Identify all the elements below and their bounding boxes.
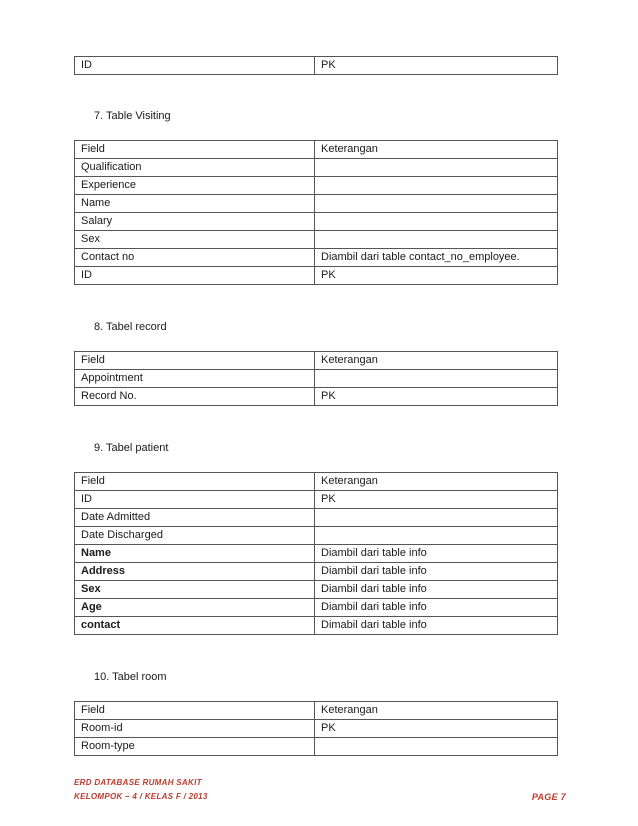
keterangan-cell: Diambil dari table info bbox=[315, 581, 558, 599]
field-cell: ID bbox=[75, 57, 315, 75]
table-row bbox=[75, 738, 558, 756]
keterangan-cell bbox=[315, 159, 558, 177]
section-heading-visiting: 7. Table Visiting bbox=[94, 110, 171, 122]
table-row bbox=[75, 720, 558, 738]
keterangan-cell bbox=[315, 195, 558, 213]
field-cell: Experience bbox=[75, 177, 315, 195]
table-header-row bbox=[75, 702, 558, 720]
table-row bbox=[75, 231, 558, 249]
table-row bbox=[75, 527, 558, 545]
field-cell: Room-type bbox=[75, 738, 315, 756]
table-row bbox=[75, 509, 558, 527]
header-field: Field bbox=[75, 141, 315, 159]
table-row bbox=[75, 267, 558, 285]
keterangan-cell: PK bbox=[315, 388, 558, 406]
keterangan-cell: PK bbox=[315, 57, 558, 75]
field-cell: Salary bbox=[75, 213, 315, 231]
table-record bbox=[74, 351, 558, 406]
keterangan-cell: Diambil dari table info bbox=[315, 563, 558, 581]
field-cell: Sex bbox=[75, 581, 315, 599]
keterangan-cell: PK bbox=[315, 267, 558, 285]
header-keterangan: Keterangan bbox=[315, 702, 558, 720]
keterangan-cell bbox=[315, 213, 558, 231]
field-cell: Qualification bbox=[75, 159, 315, 177]
table-row bbox=[75, 581, 558, 599]
field-cell: Age bbox=[75, 599, 315, 617]
table-row bbox=[75, 599, 558, 617]
keterangan-cell: PK bbox=[315, 720, 558, 738]
section-heading-record: 8. Tabel record bbox=[94, 321, 167, 333]
keterangan-cell bbox=[315, 231, 558, 249]
table-room bbox=[74, 701, 558, 756]
header-keterangan: Keterangan bbox=[315, 141, 558, 159]
table-header-row bbox=[75, 473, 558, 491]
table-row bbox=[75, 195, 558, 213]
keterangan-cell bbox=[315, 370, 558, 388]
keterangan-cell bbox=[315, 738, 558, 756]
table-row bbox=[75, 177, 558, 195]
field-cell: ID bbox=[75, 491, 315, 509]
footer-title: ERD DATABASE RUMAH SAKIT bbox=[74, 778, 202, 787]
page-number: PAGE 7 bbox=[531, 792, 566, 802]
table-header-row bbox=[75, 141, 558, 159]
section-heading-patient: 9. Tabel patient bbox=[94, 442, 169, 454]
keterangan-cell bbox=[315, 509, 558, 527]
table-row bbox=[75, 545, 558, 563]
header-field: Field bbox=[75, 352, 315, 370]
field-cell: Date Admitted bbox=[75, 509, 315, 527]
field-cell: Name bbox=[75, 545, 315, 563]
header-keterangan: Keterangan bbox=[315, 473, 558, 491]
table-patient bbox=[74, 472, 558, 635]
section-heading-room: 10. Tabel room bbox=[94, 671, 167, 683]
table-row bbox=[75, 249, 558, 267]
table-row bbox=[75, 491, 558, 509]
field-cell: ID bbox=[75, 267, 315, 285]
field-cell: Sex bbox=[75, 231, 315, 249]
keterangan-cell: Dimabil dari table info bbox=[315, 617, 558, 635]
keterangan-cell: PK bbox=[315, 491, 558, 509]
keterangan-cell: Diambil dari table info bbox=[315, 545, 558, 563]
header-keterangan: Keterangan bbox=[315, 352, 558, 370]
field-cell: Record No. bbox=[75, 388, 315, 406]
header-field: Field bbox=[75, 702, 315, 720]
table-row bbox=[75, 388, 558, 406]
table-row bbox=[75, 57, 558, 75]
field-cell: Appointment bbox=[75, 370, 315, 388]
keterangan-cell: Diambil dari table info bbox=[315, 599, 558, 617]
field-cell: Date Discharged bbox=[75, 527, 315, 545]
field-cell: Room-id bbox=[75, 720, 315, 738]
footer-group: KELOMPOK – 4 / KELAS F / 2013 bbox=[74, 792, 208, 801]
table-header-row bbox=[75, 352, 558, 370]
field-cell: Name bbox=[75, 195, 315, 213]
keterangan-cell bbox=[315, 527, 558, 545]
table-row bbox=[75, 159, 558, 177]
table-visiting bbox=[74, 140, 558, 285]
keterangan-cell bbox=[315, 177, 558, 195]
table-row bbox=[75, 563, 558, 581]
header-field: Field bbox=[75, 473, 315, 491]
continued-table bbox=[74, 56, 558, 75]
field-cell: Address bbox=[75, 563, 315, 581]
field-cell: contact bbox=[75, 617, 315, 635]
keterangan-cell: Diambil dari table contact_no_employee. bbox=[315, 249, 558, 267]
table-row bbox=[75, 213, 558, 231]
table-row bbox=[75, 370, 558, 388]
field-cell: Contact no bbox=[75, 249, 315, 267]
table-row bbox=[75, 617, 558, 635]
